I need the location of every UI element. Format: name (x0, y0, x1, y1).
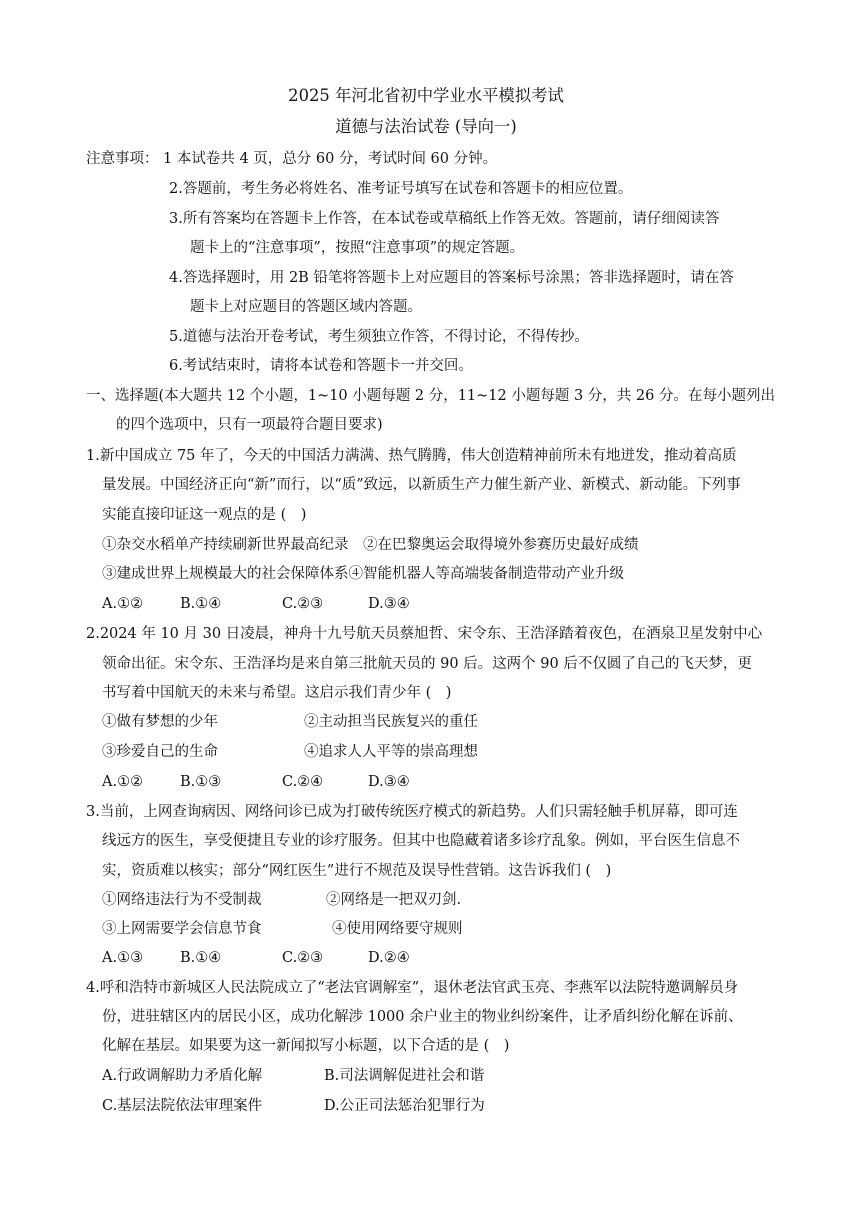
question-4-stem: 份，进驻辖区内的居民小区，成功化解涉 1000 余户业主的物业纠纷案件，让矛盾纠纷化解在诉前、 (102, 1009, 743, 1025)
question-3-stem: 实，资质难以核实；部分“网红医生”进行不规范及误导性营销。这告诉我们 ( ) (102, 863, 612, 879)
question-1-stem: 量发展。中国经济正向“新”而行，以“质”致远，以新质生产力催生新产业、新模式、新动能。下列事 (102, 477, 741, 493)
section-heading: 一、选择题(本大题共 12 个小题，1~10 小题每题 2 分，11~12 小题每题 3 分，共 26 分。在每小题列出 (86, 388, 775, 404)
question-1-statement: ①杂交水稻单产持续刷新世界最高纪录 ②在巴黎奥运会取得境外参赛历史最好成绩 (102, 537, 639, 553)
question-2-statement: ④追求人人平等的崇高理想 (304, 744, 478, 760)
question-3-statement: ④使用网络要守规则 (332, 921, 463, 937)
question-2-statement: ③珍爱自己的生命 (102, 744, 218, 760)
notice-item: 1 本试卷共 4 页，总分 60 分，考试时间 60 分钟。 (163, 151, 498, 167)
question-3-stem: 3.当前，上网查询病因、网络问诊已成为打破传统医疗模式的新趋势。人们只需轻触手机屏幕，即可连 (86, 804, 738, 820)
question-1-stem: 1.新中国成立 75 年了，今天的中国活力满满、热气腾腾，伟大创造精神前所未有地迸发，推动着高质 (86, 448, 737, 464)
notice-item-cont: 题卡上的“注意事项”，按照“注意事项”的规定答题。 (190, 240, 525, 256)
question-4-option-a: A.行政调解助力矛盾化解 (102, 1068, 263, 1084)
question-1-option-c: C.②③ (282, 596, 324, 612)
question-2-statement: ①做有梦想的少年 (102, 714, 218, 730)
notice-item-cont: 题卡上对应题目的答题区域内答题。 (190, 299, 422, 315)
question-2-option-d: D.③④ (368, 774, 410, 790)
question-1-option-d: D.③④ (368, 596, 410, 612)
question-4-option-d: D.公正司法惩治犯罪行为 (324, 1098, 485, 1114)
question-3-statement: ①网络违法行为不受制裁 (102, 892, 262, 908)
notice-label: 注意事项： (86, 151, 159, 167)
question-3-option-a: A.①③ (102, 950, 144, 966)
notice-item: 6.考试结束时，请将本试卷和答题卡一并交回。 (169, 358, 473, 374)
exam-subtitle: 道德与法治试卷 (导向一) (335, 117, 517, 136)
notice-item: 2.答题前，考生务必将姓名、准考证号填写在试卷和答题卡的相应位置。 (169, 181, 633, 197)
exam-title: 2025 年河北省初中学业水平模拟考试 (288, 86, 564, 105)
question-3-statement: ②网络是一把双刃剑. (326, 892, 462, 908)
question-4-stem: 4.呼和浩特市新城区人民法院成立了“老法官调解室”，退休老法官武玉亮、李燕军以法院特邀调解员身 (86, 980, 739, 996)
question-2-statement: ②主动担当民族复兴的重任 (304, 714, 478, 730)
question-4-option-c: C.基层法院依法审理案件 (102, 1098, 263, 1114)
question-2-option-a: A.①② (102, 774, 144, 790)
question-1-statement: ③建成世界上规模最大的社会保障体系④智能机器人等高端装备制造带动产业升级 (102, 566, 624, 582)
question-2-option-c: C.②④ (282, 774, 324, 790)
question-3-option-c: C.②③ (282, 950, 324, 966)
question-3-statement: ③上网需要学会信息节食 (102, 921, 262, 937)
question-1-option-a: A.①② (102, 596, 144, 612)
notice-item: 5.道德与法治开卷考试，考生须独立作答，不得讨论，不得传抄。 (169, 329, 589, 345)
question-3-stem: 线远方的医生，享受便捷且专业的诊疗服务。但其中也隐藏着诸多诊疗乱象。例如，平台医生信息不 (102, 833, 740, 849)
question-2-stem: 书写着中国航天的未来与希望。这启示我们青少年 ( ) (102, 685, 452, 701)
question-3-option-b: B.①④ (180, 950, 222, 966)
question-4-option-b: B.司法调解促进社会和谐 (324, 1068, 485, 1084)
question-3-option-d: D.②④ (368, 950, 410, 966)
question-1-stem: 实能直接印证这一观点的是 ( ) (102, 507, 307, 523)
notice-item: 4.答选择题时，用 2B 铅笔将答题卡上对应题目的答案标号涂黑；答非选择题时，请在答 (169, 270, 734, 286)
question-2-option-b: B.①③ (180, 774, 222, 790)
question-1-option-b: B.①④ (180, 596, 222, 612)
notice-item: 3.所有答案均在答题卡上作答，在本试卷或草稿纸上作答无效。答题前，请仔细阅读答 (169, 211, 720, 227)
question-4-stem: 化解在基层。如果要为这一新闻拟写小标题，以下合适的是 ( ) (102, 1038, 510, 1054)
section-heading-cont: 的四个选项中，只有一项最符合题目要求) (116, 417, 383, 433)
question-2-stem: 领命出征。宋令东、王浩泽均是来自第三批航天员的 90 后。这两个 90 后不仅圆了自己的飞天梦，更 (102, 656, 752, 672)
question-2-stem: 2.2024 年 10 月 30 日凌晨，神舟十九号航天员蔡旭哲、宋令东、王浩泽踏着夜色，在酒泉卫星发射中心 (86, 626, 763, 642)
